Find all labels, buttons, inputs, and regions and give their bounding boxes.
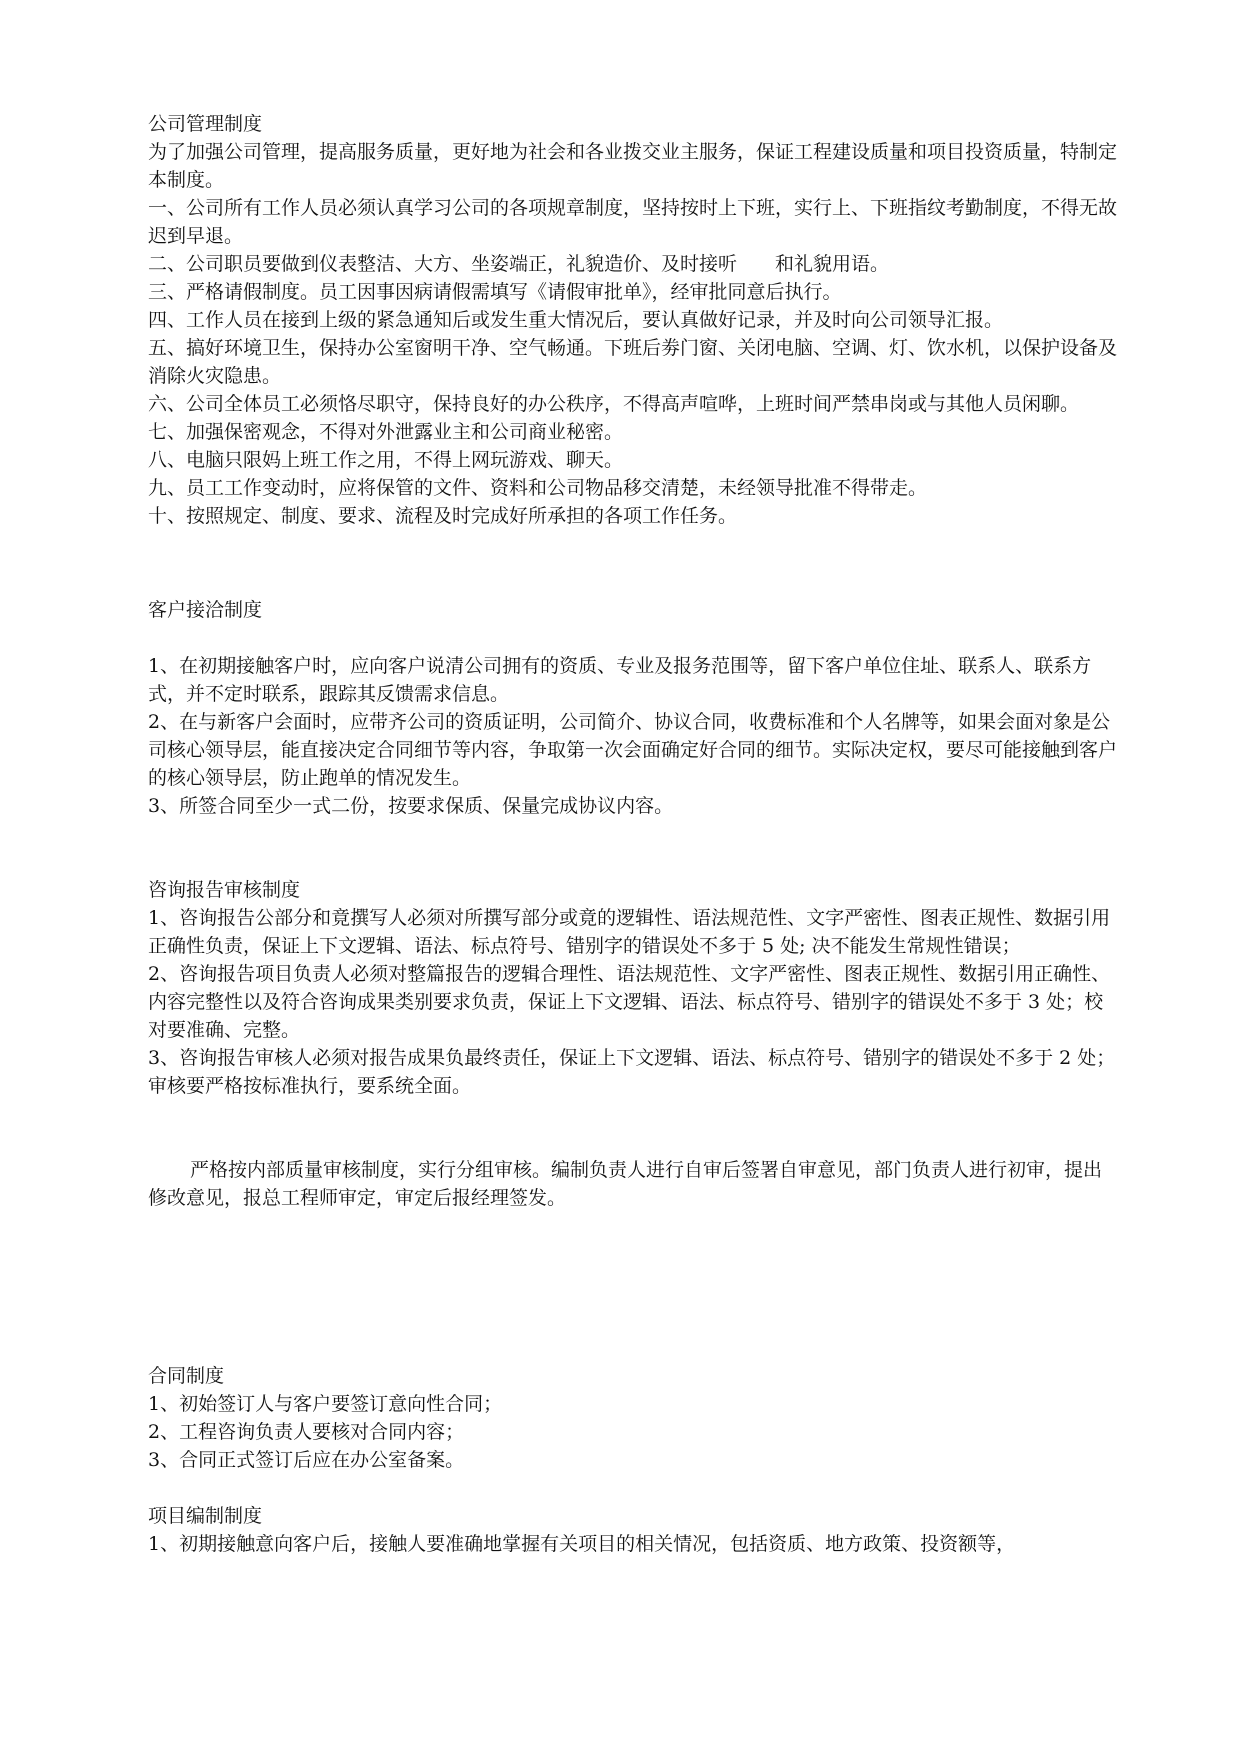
management-title: 公司管理制度: [148, 113, 263, 135]
spacer: [148, 1100, 1118, 1156]
spacer: [148, 820, 1118, 876]
spacer: [148, 1474, 1118, 1502]
management-item: 十、按照规定、制度、要求、流程及时完成好所承担的各项工作任务。: [148, 505, 738, 527]
review-section: [148, 876, 1118, 1212]
management-item: 二、公司职员要做到仪表整洁、大方、坐姿端正，礼貌造价、及时接听 和礼貌用语。: [148, 253, 890, 275]
management-item: 五、搞好环境卫生，保持办公室窗明干净、空气畅通。下班后劵门窗、关闭电脑、空调、灯、饮水机，以保护设备及消除火灾隐患。: [148, 337, 1118, 387]
management-section: [148, 110, 1118, 530]
management-item: 四、工作人员在接到上级的紧急通知后或发生重大情况后，要认真做好记录，并及时向公司领导汇报。: [148, 309, 1004, 331]
reception-item: 3、所签合同至少一式二份，按要求保质、保量完成协议内容。: [148, 795, 674, 817]
document-page: [148, 110, 1118, 1558]
spacer: [148, 530, 1118, 596]
spacer: [148, 624, 1118, 652]
review-note: 严格按内部质量审核制度，实行分组审核。编制负责人进行自审后签署自审意见，部门负责人进行初审，提出修改意见，报总工程师审定，审定后报经理签发。: [148, 1159, 1103, 1209]
reception-section: [148, 596, 1118, 820]
review-title: 咨询报告审核制度: [148, 879, 301, 901]
contract-title: 合同制度: [148, 1365, 225, 1387]
management-intro: 为了加强公司管理，提高服务质量，更好地为社会和各业拨交业主服务，保证工程建设质量和项目投资质量，特制定本制度。: [148, 141, 1118, 191]
contract-item: 3、合同正式签订后应在办公室备案。: [148, 1449, 465, 1471]
review-item: 1、咨询报告公部分和竟撰写人必须对所撰写部分或竟的逻辑性、语法规范性、文字严密性、图表正规性、数据引用正确性负责，保证上下文逻辑、语法、标点符号、错别字的错误处不多于 5 处; 决不能发生常规性错误；: [148, 907, 1111, 957]
spacer: [148, 1212, 1118, 1362]
contract-item: 2、工程咨询负责人要核对合同内容；: [148, 1421, 465, 1443]
management-item: 六、公司全体员工必须恪尽职守，保持良好的办公秩序，不得高声喧哗，上班时间严禁串岗或与其他人员闲聊。: [148, 393, 1080, 415]
management-item: 八、电脑只限妈上班工作之用，不得上网玩游戏、聊天。: [148, 449, 624, 471]
management-item: 一、公司所有工作人员必须认真学习公司的各项规章制度，坚持按时上下班，实行上、下班指纹考勤制度，不得无故迟到早退。: [148, 197, 1118, 247]
project-item: 1、初期接触意向客户后，接触人要准确地掌握有关项目的相关情况，包括资质、地方政策、投资额等，: [148, 1533, 1016, 1555]
project-section: [148, 1502, 1118, 1558]
project-title: 项目编制制度: [148, 1505, 263, 1527]
review-item: 3、咨询报告审核人必须对报告成果负最终责任，保证上下文逻辑、语法、标点符号、错别字的错误处不多于 2 处；审核要严格按标准执行，要系统全面。: [148, 1047, 1116, 1097]
reception-item: 1、在初期接触客户时，应向客户说清公司拥有的资质、专业及报务范围等，留下客户单位住址、联系人、联系方式，并不定时联系，跟踪其反馈需求信息。: [148, 655, 1092, 705]
management-item: 七、加强保密观念，不得对外泄露业主和公司商业秘密。: [148, 421, 624, 443]
contract-section: [148, 1362, 1118, 1474]
reception-item: 2、在与新客户会面时，应带齐公司的资质证明，公司简介、协议合同，收费标准和个人名牌等，如果会面对象是公司核心领导层，能直接决定合同细节等内容，争取第一次会面确定好合同的细节。实际决定权，要尽可能接触到客户的核心领导层，防止跑单的情况发生。: [148, 711, 1118, 789]
review-item: 2、咨询报告项目负责人必须对整篇报告的逻辑合理性、语法规范性、文字严密性、图表正规性、数据引用正确性、内容完整性以及符合咨询成果类别要求负责，保证上下文逻辑、语法、标点符号、错别字的错误处不多于 3 处；校对要准确、完整。: [148, 963, 1111, 1041]
management-item: 三、严格请假制度。员工因事因病请假需填写《请假审批单》，经审批同意后执行。: [148, 281, 842, 303]
management-item: 九、员工工作变动时，应将保管的文件、资料和公司物品移交清楚，未经领导批准不得带走。: [148, 477, 928, 499]
contract-item: 1、初始签订人与客户要签订意向性合同；: [148, 1393, 503, 1415]
reception-title: 客户接洽制度: [148, 599, 263, 621]
